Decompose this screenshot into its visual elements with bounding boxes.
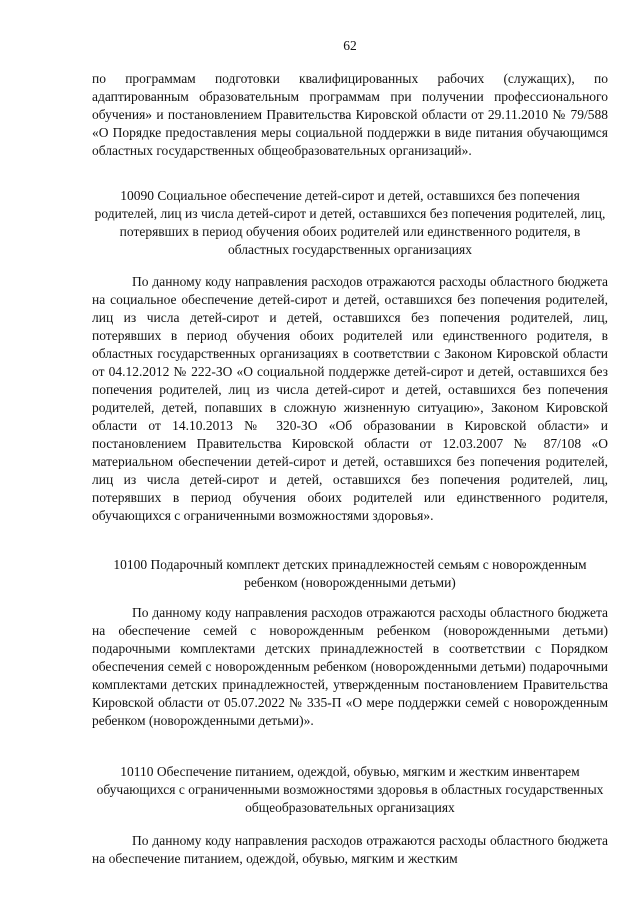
continuation-paragraph: по программам подготовки квалифицированных рабочих (служащих), по адаптированным образовательным программам при получении профессионального обучения» и постановлением Правительства Кировской области от 29.11.2010 № 79/588 «О Порядке предоставления меры социальной поддержки в виде питания обучающимся областных государственных общеобразовательных организаций». xyxy=(92,71,608,158)
section-body-10110: По данному коду направления расходов отражаются расходы областного бюджета на обеспечение питанием, одеждой, обувью, мягким и жестким xyxy=(92,833,608,866)
page-number: 62 xyxy=(343,38,357,53)
section-heading-10100: 10100 Подарочный комплект детских принадлежностей семьям с новорожденным ребенком (новорожденными детьми) xyxy=(113,557,587,590)
section-heading-10090: 10090 Социальное обеспечение детей-сирот и детей, оставшихся без попечения родителей, лиц из числа детей-сирот и детей, оставшихся без попечения родителей, лиц, потерявших в период обучения обоих родителей или единственного родителя, в областных государственных организациях xyxy=(94,188,606,257)
section-body-10100: По данному коду направления расходов отражаются расходы областного бюджета на обеспечение семей с новорожденным ребенком (новорожденными детьми) подарочными комплектами детских принадлежностей в соответствии с Порядком обеспечения семей с новорожденным ребенком (новорожденными детьми) подарочными комплектами детских принадлежностей, утвержденным постановлением Правительства Кировской области от 05.07.2022 № 335-П «О мере поддержки семей с новорожденным ребенком (новорожденными детьми)». xyxy=(92,605,608,728)
document-page xyxy=(92,0,608,905)
section-body-10090: По данному коду направления расходов отражаются расходы областного бюджета на социальное обеспечение детей-сирот и детей, оставшихся без попечения родителей, лиц из числа детей-сирот и детей, оставшихся без попечения родителей, лиц, потерявших в период обучения обоих родителей или единственного родителя, в областных государственных организациях в соответствии с Законом Кировской области от 04.12.2012 № 222-ЗО «О социальной поддержке детей-сирот и детей, оставшихся без попечения родителей, лиц из числа детей-сирот и детей, оставшихся без попечения родителей, детей, попавших в сложную жизненную ситуацию», Законом Кировской области от 14.10.2013 № 320-ЗО «Об образовании в Кировской области» и постановлением Правительства Кировской области от 12.03.2007 № 87/108 «О материальном обеспечении детей-сирот и детей, оставшихся без попечения родителей, лиц из числа детей-сирот и детей, оставшихся без попечения родителей, лиц, потерявших в период обучения обоих родителей или единственного родителя, обучающихся с ограниченными возможностями здоровья». xyxy=(92,274,608,523)
section-heading-10110: 10110 Обеспечение питанием, одеждой, обувью, мягким и жестким инвентарем обучающихся с ограниченными возможностями здоровья в областных государственных общеобразовательных организациях xyxy=(96,764,604,815)
